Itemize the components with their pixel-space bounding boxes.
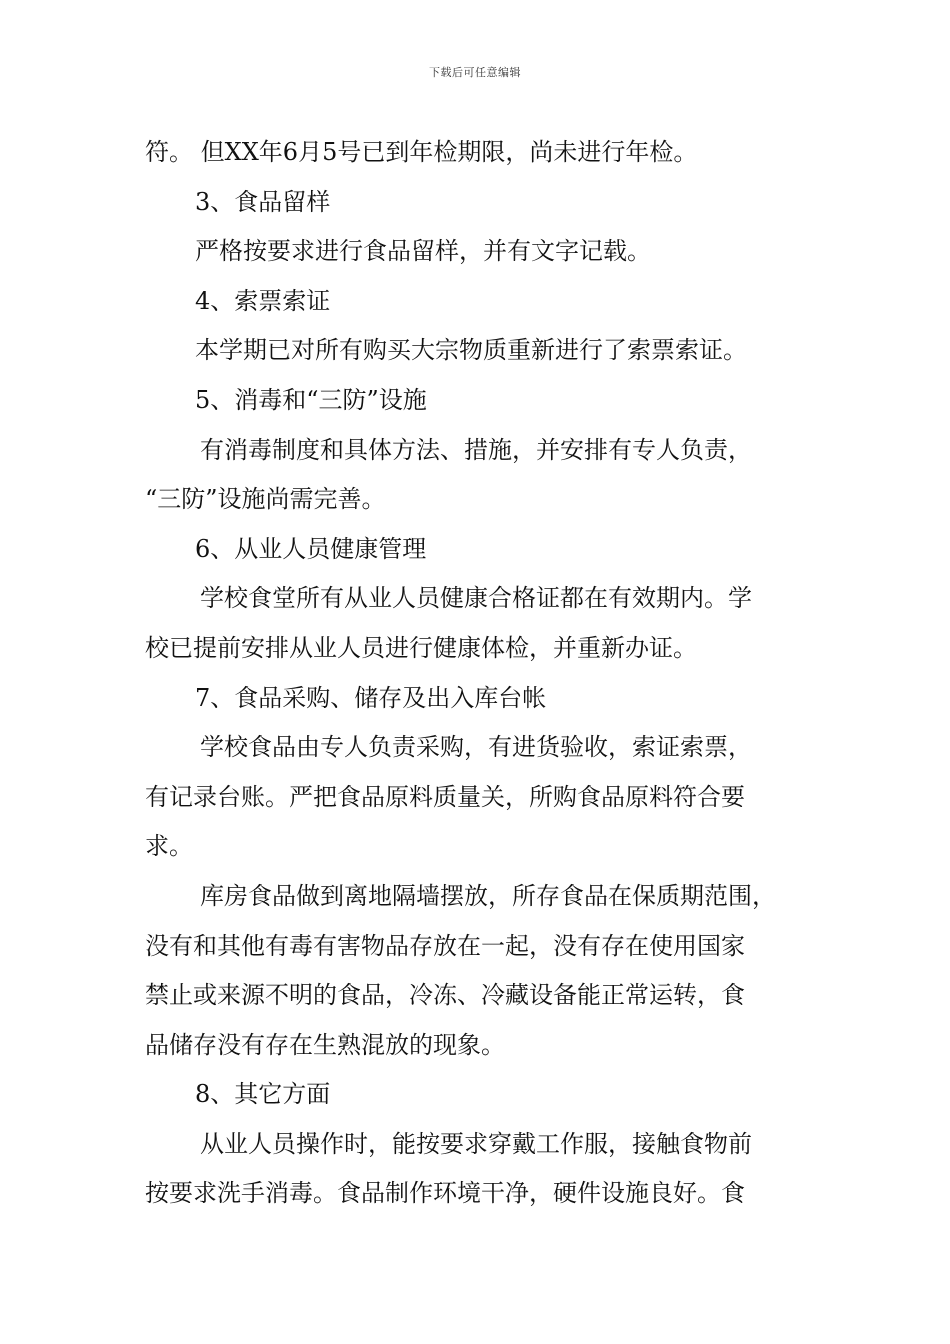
section-heading-other: 8、其它方面 [195, 1080, 331, 1109]
text-line: 符。 但XX年6月5号已到年检期限，尚未进行年检。 [145, 138, 698, 166]
text-line: “三防”设施尚需完善。 [145, 485, 386, 514]
text-line: 学校食品由专人负责采购，有进货验收，索证索票， [200, 733, 752, 762]
text-line: 严格按要求进行食品留样，并有文字记载。 [195, 237, 651, 266]
document-body [145, 128, 810, 1219]
section-heading-disinfection: 5、消毒和“三防”设施 [195, 385, 427, 414]
text-line: 从业人员操作时，能按要求穿戴工作服，接触食物前 [200, 1129, 752, 1158]
text-line: 学校食堂所有从业人员健康合格证都在有效期内。学 [200, 584, 752, 613]
text-line: 校已提前安排从业人员进行健康体检，并重新办证。 [145, 633, 697, 662]
text-line: 本学期已对所有购买大宗物质重新进行了索票索证。 [195, 336, 747, 365]
text-line: 有记录台账。严把食品原料质量关，所购食品原料符合要 [145, 782, 745, 811]
text-line: 库房食品做到离地隔墙摆放，所存食品在保质期范围， [200, 881, 776, 910]
section-heading-procurement: 7、食品采购、储存及出入库台帐 [195, 683, 547, 712]
text-line: 有消毒制度和具体方法、措施，并安排有专人负责， [200, 435, 752, 464]
text-line: 品储存没有存在生熟混放的现象。 [145, 1030, 505, 1059]
page-header: 下载后可任意编辑 [429, 66, 521, 79]
section-heading-health: 6、从业人员健康管理 [195, 534, 427, 563]
section-heading-food-sample: 3、食品留样 [195, 187, 331, 216]
text-line: 按要求洗手消毒。食品制作环境干净，硬件设施良好。食 [145, 1179, 745, 1208]
text-line: 求。 [145, 832, 193, 861]
text-line: 禁止或来源不明的食品，冷冻、冷藏设备能正常运转，食 [145, 981, 745, 1010]
text-line: 没有和其他有毒有害物品存放在一起，没有存在使用国家 [145, 931, 745, 960]
section-heading-tickets: 4、索票索证 [195, 286, 331, 315]
